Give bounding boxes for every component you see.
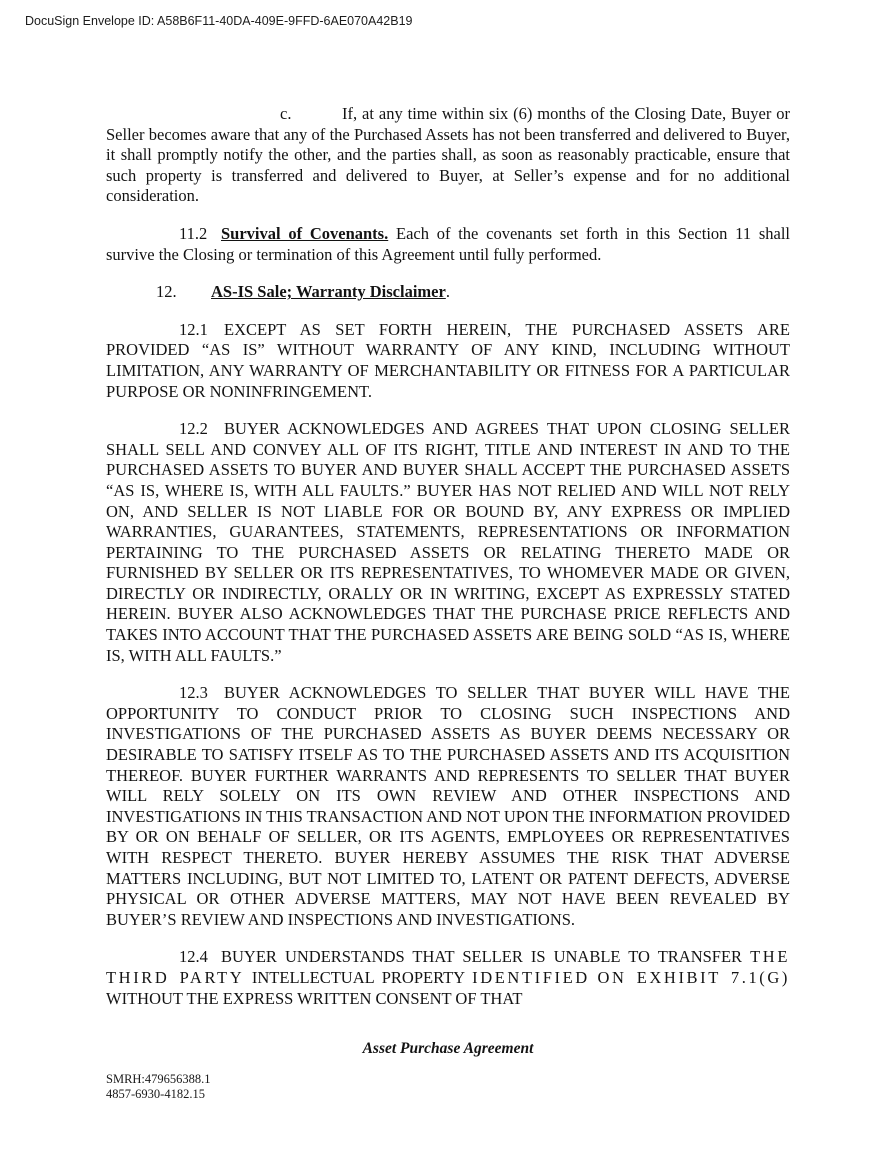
paragraph-text: ON EXHIBIT 7.1(G)	[597, 967, 790, 987]
paragraph-text: Each of the covenants set forth in this Section 11 shall survive the Closing or termination of this Agreement until fully performed.	[106, 223, 790, 264]
docusign-envelope-id: DocuSign Envelope ID: A58B6F11-40DA-409E-9FFD-6AE070A42B19	[25, 14, 413, 28]
section-12-4	[106, 947, 790, 1009]
paragraph-number: 12.2	[179, 419, 208, 439]
paragraph-text: WITHOUT THE EXPRESS WRITTEN CONSENT OF THAT	[106, 988, 523, 1008]
paragraph-number: 12.1	[179, 319, 208, 339]
footer-references	[106, 1072, 211, 1101]
footer-ref-number: 4857-6930-4182.15	[106, 1086, 205, 1101]
section-12-1	[106, 320, 790, 402]
clause-c	[106, 104, 790, 207]
paragraph-text: THE THIRD PARTY	[106, 947, 790, 987]
paragraph-text: .	[445, 282, 450, 302]
section-12-2	[106, 419, 790, 666]
footer-ref-smrh: SMRH:479656388.1	[106, 1072, 211, 1086]
paragraph-text: BUYER ACKNOWLEDGES TO SELLER THAT BUYER WILL HAVE THE OPPORTUNITY TO CONDUCT PRIOR TO CLOSING SUCH INSPECTIONS AND INVESTIGATIONS OF THE PURCHASED ASSETS AS BUYER DEEMS NECESSARY OR DESIRABLE TO SATISFY ITSELF AS TO THE PURCHASED ASSETS AND ITS ACQUISITION THEREOF. BUYER FURTHER WARRANTS AND REPRESENTS TO SELLER THAT BUYER WILL RELY SOLELY ON ITS OWN REVIEW AND OTHER INSPECTIONS AND INVESTIGATIONS IN THIS TRANSACTION AND NOT UPON THE INFORMATION PROVIDED BY OR ON BEHALF OF SELLER, OR ITS AGENTS, EMPLOYEES OR REPRESENTATIVES WITH RESPECT THERETO. BUYER HEREBY ASSUMES THE RISK THAT ADVERSE MATTERS INCLUDING, BUT NOT LIMITED TO, LATENT OR PATENT DEFECTS, ADVERSE PHYSICAL OR OTHER ADVERSE MATTERS, MAY NOT HAVE BEEN REVEALED BY BUYER’S REVIEW AND INSPECTIONS AND INVESTIGATIONS.	[106, 683, 791, 929]
paragraph-text: BUYER ACKNOWLEDGES AND AGREES THAT UPON CLOSING SELLER SHALL SELL AND CONVEY ALL OF ITS RIGHT, TITLE AND INTEREST IN AND TO THE PURCHASED ASSETS TO BUYER AND BUYER SHALL ACCEPT THE PURCHASED ASSETS “AS IS, WHERE IS, WITH ALL FAULTS.” BUYER HAS NOT RELIED AND WILL NOT RELY ON, AND SELLER IS NOT LIABLE FOR OR BOUND BY, ANY EXPRESS OR IMPLIED WARRANTIES, GUARANTEES, STATEMENTS, REPRESENTATIONS OR INFORMATION PERTAINING TO THE PURCHASED ASSETS OR RELATING THERETO MADE OR FURNISHED BY SELLER OR ITS REPRESENTATIVES, TO WHOMEVER MADE OR GIVEN, DIRECTLY OR INDIRECTLY, ORALLY OR IN WRITING, EXCEPT AS EXPRESSLY STATED HEREIN. BUYER ALSO ACKNOWLEDGES THAT THE PURCHASE PRICE REFLECTS AND TAKES INTO ACCOUNT THAT THE PURCHASED ASSETS ARE BEING SOLD “AS IS, WHERE IS, WITH ALL FAULTS.”	[106, 419, 790, 665]
paragraph-text: If, at any time within six (6) months of the Closing Date, Buyer or Seller becomes aware that any of the Purchased Assets has not been transferred and delivered to Buyer, it shall promptly notify the other, and the parties shall, as soon as reasonably practicable, ensure that such property is transferred and delivered to Buyer, at Seller’s expense and for no additional consideration.	[106, 104, 790, 206]
section-heading: AS-IS Sale; Warranty Disclaimer	[211, 282, 446, 302]
paragraph-number: 12.4	[179, 947, 208, 967]
paragraph-number: 12.	[156, 282, 177, 302]
paragraph-text: BUYER UNDERSTANDS THAT SELLER IS UNABLE TO TRANSFER	[221, 947, 751, 967]
section-12-3	[106, 683, 790, 930]
paragraph-text: EXCEPT AS SET FORTH HEREIN, THE PURCHASED ASSETS ARE PROVIDED “AS IS” WITHOUT WARRANTY OF ANY KIND, INCLUDING WITHOUT LIMITATION, ANY WARRANTY OF MERCHANTABILITY OR FITNESS FOR A PARTICULAR PURPOSE OR NONINFRINGEMENT.	[106, 319, 790, 401]
paragraph-number: 12.3	[179, 683, 208, 703]
section-heading: Survival of Covenants.	[221, 223, 389, 243]
footer-document-title: Asset Purchase Agreement	[362, 1040, 534, 1057]
paragraph-number: c.	[280, 104, 292, 123]
paragraph-text: IDENTIFIED	[472, 967, 590, 987]
paragraph-text: INTELLECTUAL PROPERTY	[244, 967, 473, 987]
document-body	[106, 104, 790, 1026]
paragraph-number: 11.2	[179, 223, 208, 243]
section-11-2	[106, 224, 790, 265]
section-12-heading	[106, 282, 790, 303]
